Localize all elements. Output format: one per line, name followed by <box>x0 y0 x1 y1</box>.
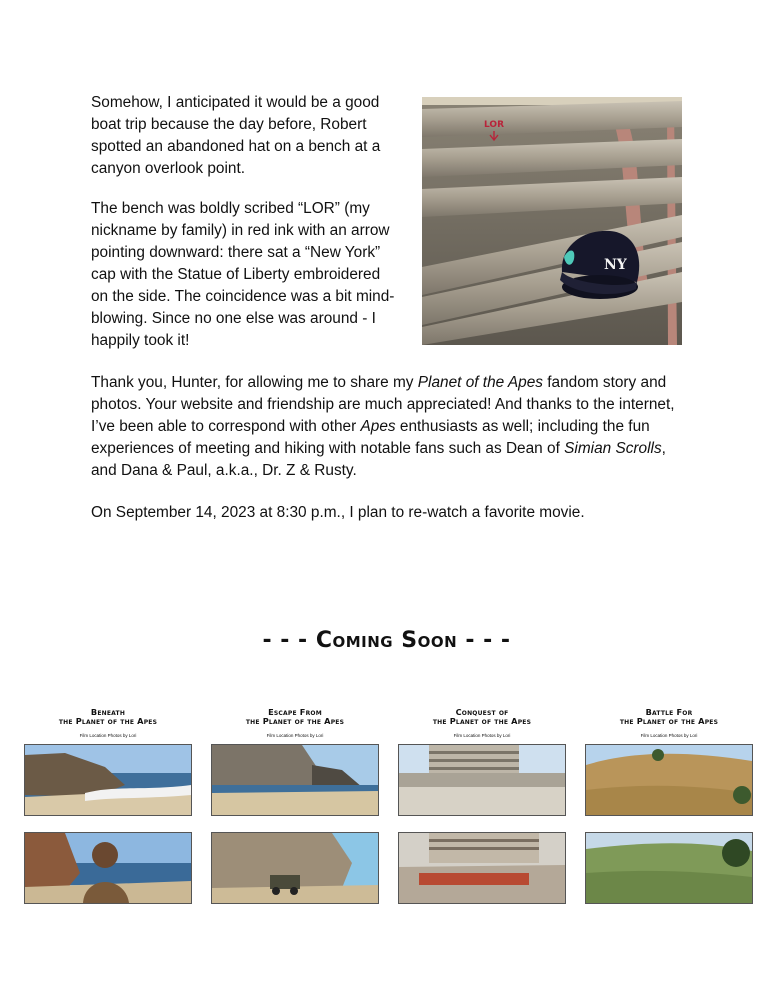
film-card-escape[interactable] <box>211 708 379 741</box>
film-still-hills <box>585 832 753 904</box>
film-title: Conquest of the Planet of the Apes <box>432 707 532 726</box>
film-title: Escape From the Planet of the Apes <box>245 707 345 726</box>
film-credit: Film Location Photos by Lori <box>266 733 324 738</box>
bench-hat-illustration <box>422 97 682 345</box>
coming-soon-heading: - - - Coming Soon - - - <box>262 628 511 653</box>
title-apes: Apes <box>360 418 396 435</box>
story-paragraph-4: On September 14, 2023 at 8:30 p.m., I plan to re-watch a favorite movie. <box>91 504 585 521</box>
location-photo-beach <box>24 744 192 816</box>
thanks-text-3: enthusiasts as well; including the fun experiences of meeting and hiking with notable fans such as Dean of <box>91 418 650 457</box>
film-still-plaza <box>398 832 566 904</box>
location-photo-hills <box>585 744 753 816</box>
film-credit: Film Location Photos by Lori <box>640 733 698 738</box>
title-planet-of-the-apes: Planet of the Apes <box>417 374 543 391</box>
story-paragraph-2: The bench was boldly scribed “LOR” (my nickname by family) in red ink with an arrow pointing downward: there sat a “New York” cap with the Statue of Liberty embroidered on the side. The coincidence was a bit mind-blowing. Since no one else was around - I happily took it! <box>91 200 395 349</box>
film-credit: Film Location Photos by Lori <box>79 733 137 738</box>
title-simian-scrolls: Simian Scrolls <box>564 440 662 457</box>
film-credit: Film Location Photos by Lori <box>453 733 511 738</box>
film-card-battle[interactable] <box>585 708 753 741</box>
thanks-text-4: , and Dana & Paul, a.k.a., Dr. Z & Rusty. <box>91 440 666 479</box>
film-card-beneath[interactable] <box>24 708 192 741</box>
thanks-text-2: fandom story and photos. Your website and friendship are much appreciated! And thanks to the internet, I’ve been able to correspond with other <box>91 374 675 435</box>
story-paragraph-1: Somehow, I anticipated it would be a good boat trip because the day before, Robert spotted an abandoned hat on a bench at a canyon overlook point. <box>91 94 381 177</box>
location-photo-cliffs <box>211 744 379 816</box>
film-title: Beneath the Planet of the Apes <box>58 707 158 726</box>
film-still-jeep <box>211 832 379 904</box>
bench-hat-photo <box>422 97 682 345</box>
film-title: Battle For the Planet of the Apes <box>619 707 719 726</box>
film-card-conquest[interactable] <box>398 708 566 741</box>
location-photo-plaza <box>398 744 566 816</box>
lor-graffiti: LOR <box>484 120 504 130</box>
thanks-text-1: Thank you, Hunter, for allowing me to share my <box>91 374 418 391</box>
story-paragraph-3 <box>91 372 681 482</box>
svg-text:NY: NY <box>604 257 627 273</box>
film-still-beach <box>24 832 192 904</box>
